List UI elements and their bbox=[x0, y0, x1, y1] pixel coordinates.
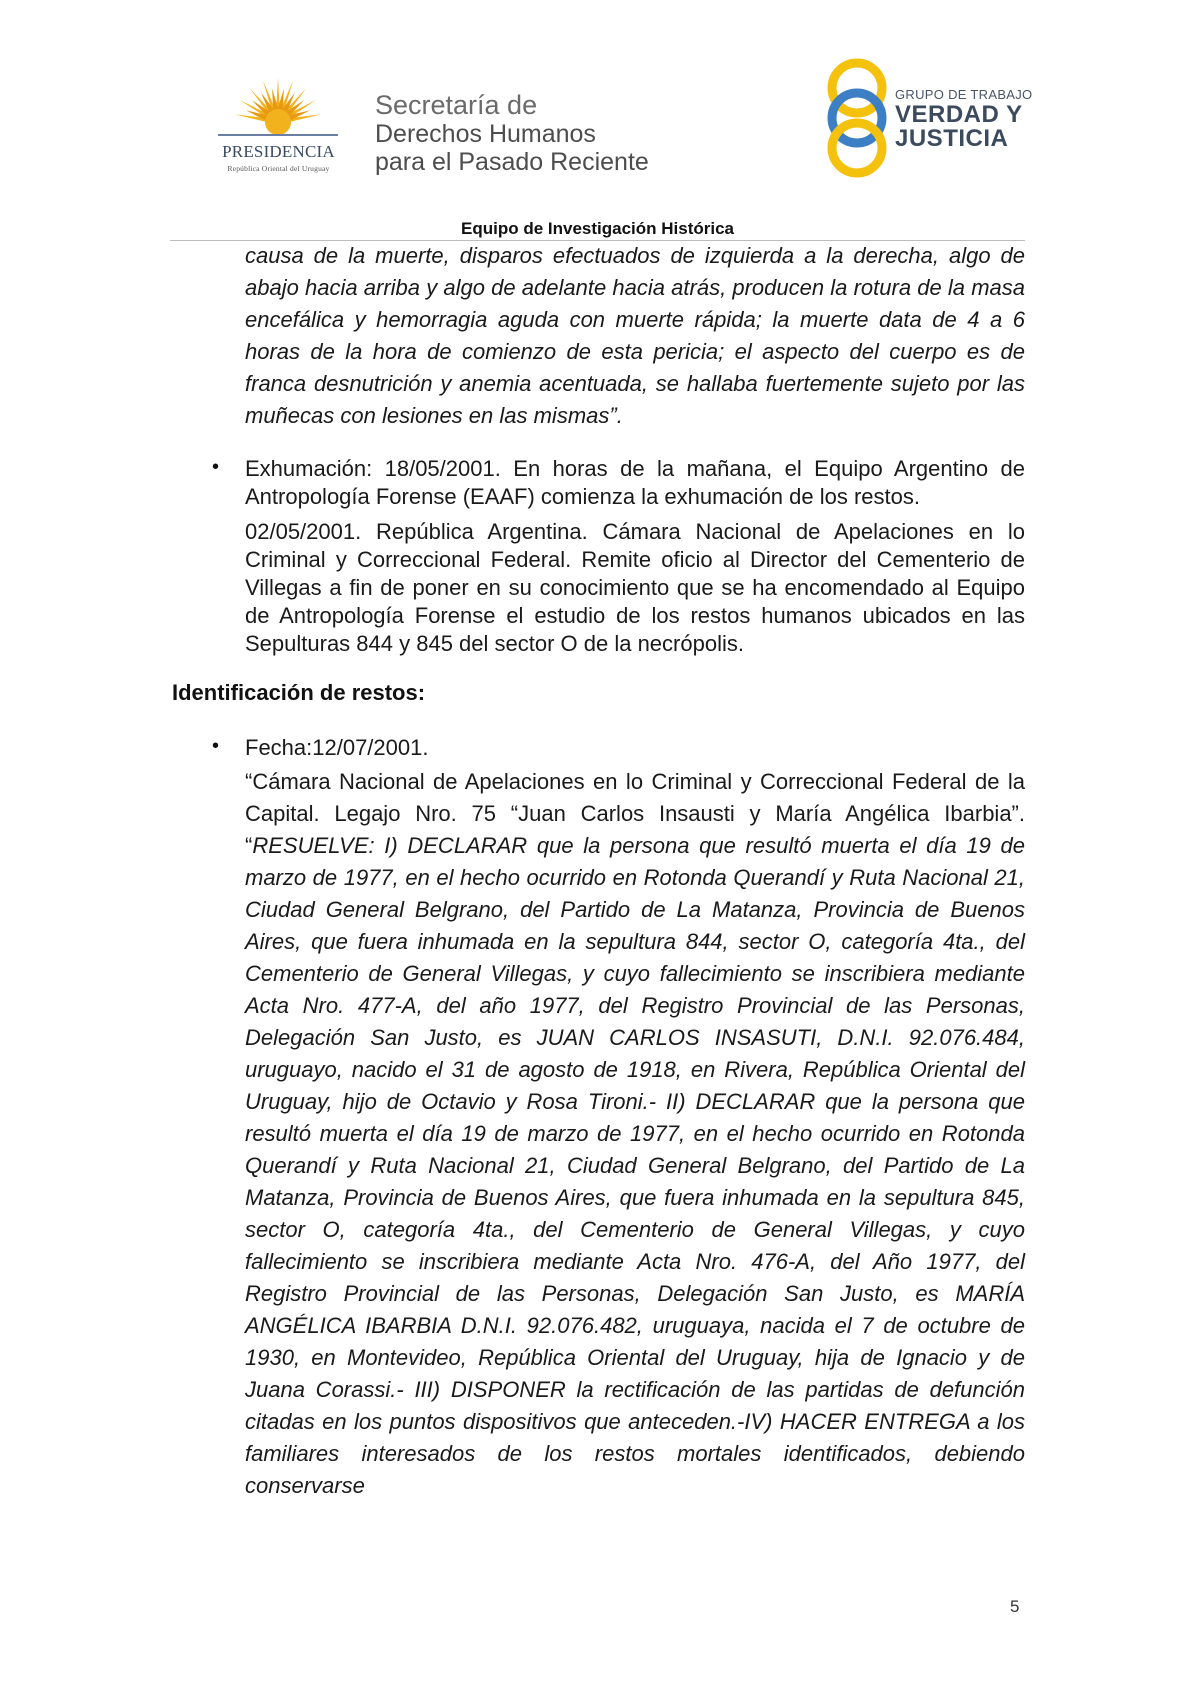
page-number: 5 bbox=[1010, 1597, 1020, 1616]
presidencia-name: PRESIDENCIA bbox=[222, 142, 335, 161]
secretaria-line-2: Derechos Humanos bbox=[375, 120, 596, 148]
fecha-item: Fecha:12/07/2001. bbox=[245, 735, 429, 760]
oficio-paragraph: 02/05/2001. República Argentina. Cámara Nacional de Apelaciones en lo Criminal y Correccional Federal. Remite oficio al Director del Cementerio de Villegas a fin de poner en su conocimiento que se ha encomendado al Equipo de Antropología Forense el estudio de los restos humanos ubicados en las Sepulturas 844 y 845 del sector O de la necrópolis. bbox=[245, 519, 1025, 656]
resolution-intro: “Cámara Nacional de Apelaciones en lo Criminal y Correccional Federal de la Capital. Legajo Nro. 75 “Juan Carlos Insausti y María Angélica Ibarbia”. “ bbox=[245, 769, 1025, 858]
grupo-line-2: VERDAD Y bbox=[895, 101, 1023, 128]
presidencia-subtitle: República Oriental del Uruguay bbox=[227, 164, 330, 173]
section-heading: Identificación de restos: bbox=[172, 680, 426, 705]
sun-emblem-icon bbox=[196, 78, 361, 142]
autopsy-quote: causa de la muerte, disparos efectuados de izquierda a la derecha, algo de abajo hacia arriba y algo de adelante hacia atrás, producen la rotura de la masa encefálica y hemorragia aguda con muerte rápida; la muerte data de 4 a 6 horas de la hora de comienzo de esta pericia; el aspecto del cuerpo es de franca desnutrición y anemia acentuada, se hallaba fuertemente sujeto por las muñecas con lesiones en las mismas”. bbox=[245, 243, 1025, 428]
resolution-paragraph bbox=[245, 766, 1025, 1502]
verdad-justicia-logo bbox=[822, 56, 1042, 186]
resolution-text: RESUELVE: I) DECLARAR que la persona que resultó muerta el día 19 de marzo de 1977, en el hecho ocurrido en Rotonda Querandí y Ruta Nacional 21, Ciudad General Belgrano, del Partido de La Matanza, Provincia de Buenos Aires, que fuera inhumada en la sepultura 844, sector O, categoría 4ta., del Cementerio de General Villegas, y cuyo fallecimiento se inscribiera mediante Acta Nro. 477-A, del año 1977, del Registro Provincial de las Personas, Delegación San Justo, es JUAN CARLOS INSASUTI, D.N.I. 92.076.484, uruguayo, nacido el 31 de agosto de 1918, en Rivera, República Oriental del Uruguay, hijo de Octavio y Rosa Tironi.- II) DECLARAR que la persona que resultó muerta el día 19 de marzo de 1977, en el hecho ocurrido en Rotonda Querandí y Ruta Nacional 21, Ciudad General Belgrano, del Partido de La Matanza, Provincia de Buenos Aires, que fuera inhumada en la sepultura 845, sector O, categoría 4ta., del Cementerio de General Villegas, y cuyo fallecimiento se inscribiera mediante Acta Nro. 476-A, del Año 1977, del Registro Provincial de las Personas, Delegación San Justo, es MARÍA ANGÉLICA IBARBIA D.N.I. 92.076.482, uruguaya, nacida el 7 de octubre de 1930, en Montevideo, República Oriental del Uruguay, hija de Ignacio y de Juana Corassi.- III) DISPONER la rectificación de las partidas de defunción citadas en los puntos dispositivos que anteceden.-IV) HACER ENTREGA a los familiares interesados de los restos mortales identificados, debiendo conservarse bbox=[245, 833, 1025, 1498]
exhumation-item: Exhumación: 18/05/2001. En horas de la mañana, el Equipo Argentino de Antropología Forense (EAAF) comienza la exhumación de los restos. bbox=[245, 456, 1025, 509]
bullet-fecha: • bbox=[212, 735, 220, 757]
secretaria-line-1: Secretaría de bbox=[375, 90, 538, 120]
page-header bbox=[0, 0, 1190, 245]
grupo-line-3: JUSTICIA bbox=[895, 125, 1009, 152]
team-title: Equipo de Investigación Histórica bbox=[461, 219, 734, 238]
bullet-exhumation: • bbox=[212, 456, 220, 478]
grupo-line-1: GRUPO DE TRABAJO bbox=[895, 87, 1033, 102]
interlocking-rings-icon bbox=[822, 56, 892, 180]
presidencia-logo bbox=[196, 78, 361, 178]
secretaria-logo-text bbox=[375, 90, 715, 176]
secretaria-line-3: para el Pasado Reciente bbox=[375, 148, 649, 176]
